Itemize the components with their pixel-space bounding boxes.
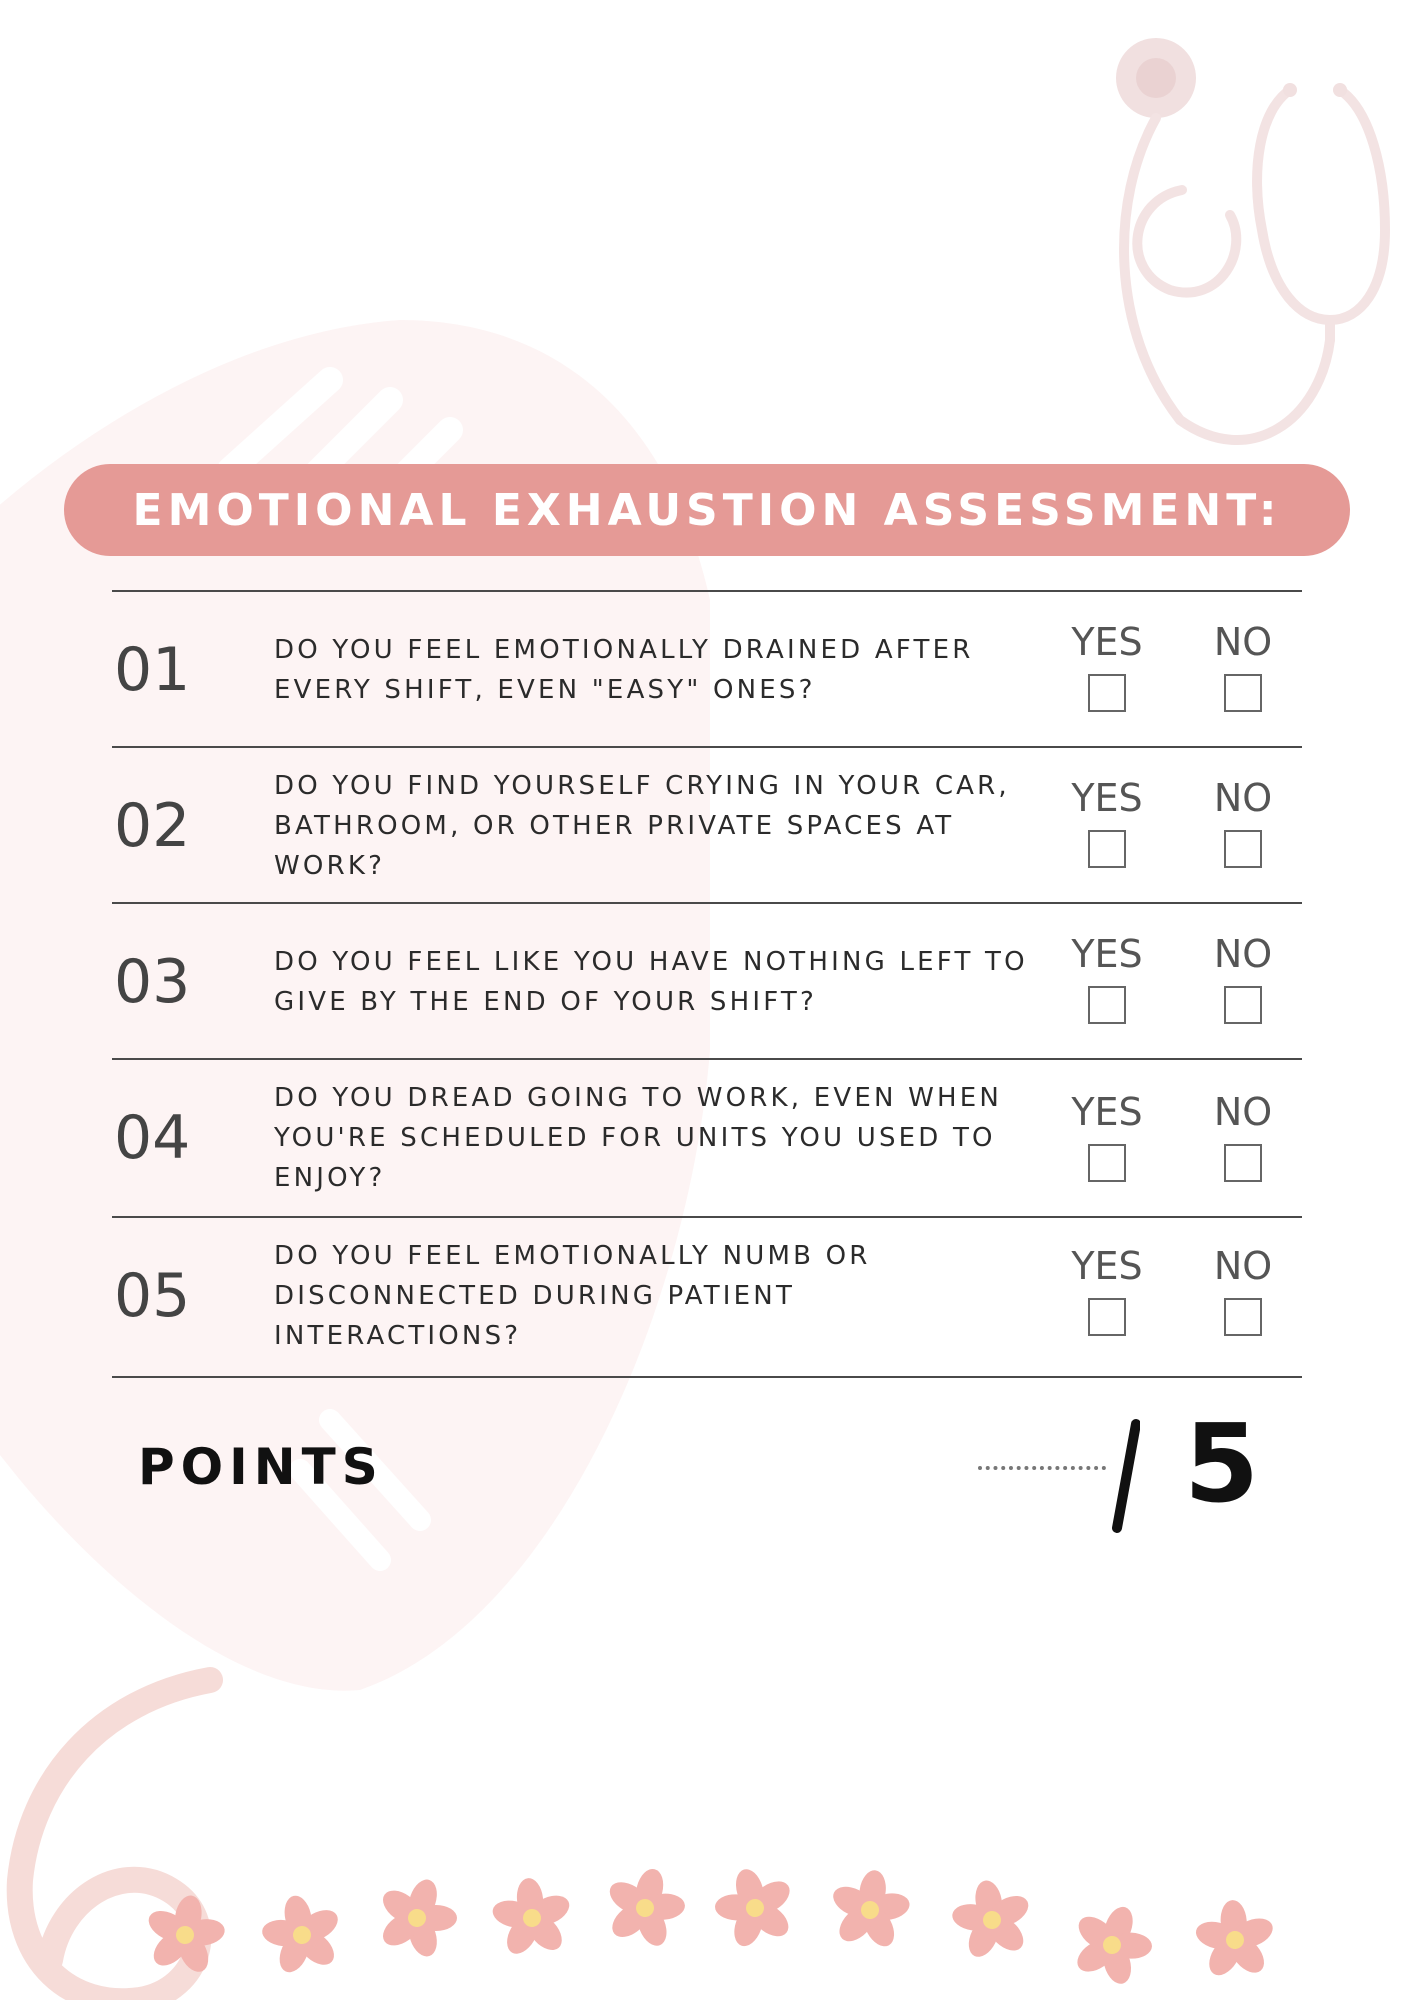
yes-label: YES: [1071, 1090, 1143, 1134]
question-number: 05: [114, 1261, 191, 1331]
question-number: 02: [114, 791, 191, 861]
no-label: NO: [1213, 932, 1273, 976]
yes-label: YES: [1071, 776, 1143, 820]
no-label: NO: [1213, 1090, 1273, 1134]
no-label: NO: [1213, 1244, 1273, 1288]
yes-label: YES: [1071, 1244, 1143, 1288]
no-label: NO: [1213, 620, 1273, 664]
no-label: NO: [1213, 776, 1273, 820]
question-text: DO YOU DREAD GOING TO WORK, EVEN WHEN YOU'RE SCHEDULED FOR UNITS YOU USED TO ENJOY?: [274, 1083, 1003, 1193]
question-text: DO YOU FEEL EMOTIONALLY NUMB OR DISCONNECTED DURING PATIENT INTERACTIONS?: [274, 1241, 871, 1351]
page-title: EMOTIONAL EXHAUSTION ASSESSMENT:: [132, 484, 1282, 536]
question-text: DO YOU FIND YOURSELF CRYING IN YOUR CAR, BATHROOM, OR OTHER PRIVATE SPACES AT WORK?: [274, 771, 1010, 881]
flower-icon: [253, 1887, 352, 1983]
question-number: 03: [114, 947, 191, 1017]
yes-label: YES: [1071, 620, 1143, 664]
flower-icon: [823, 1865, 917, 1956]
flower-icon: [137, 1888, 234, 1981]
flower-icon: [486, 1874, 578, 1962]
question-text: DO YOU FEEL EMOTIONALLY DRAINED AFTER EVERY SHIFT, EVEN "EASY" ONES?: [274, 635, 974, 705]
question-number: 01: [114, 635, 191, 705]
flower-icon: [944, 1873, 1041, 1966]
question-text: DO YOU FEEL LIKE YOU HAVE NOTHING LEFT TO GIVE BY THE END OF YOUR SHIFT?: [274, 947, 1028, 1017]
flower-icon: [365, 1867, 470, 1969]
flower-icon: [1190, 1897, 1279, 1983]
points-label: POINTS: [138, 1438, 384, 1496]
yes-label: YES: [1071, 932, 1143, 976]
score-total: 5: [1184, 1402, 1260, 1527]
flower-icon: [704, 1858, 807, 1958]
flower-icon: [1059, 1893, 1165, 1997]
flower-icon: [595, 1859, 696, 1957]
question-number: 04: [114, 1103, 191, 1173]
